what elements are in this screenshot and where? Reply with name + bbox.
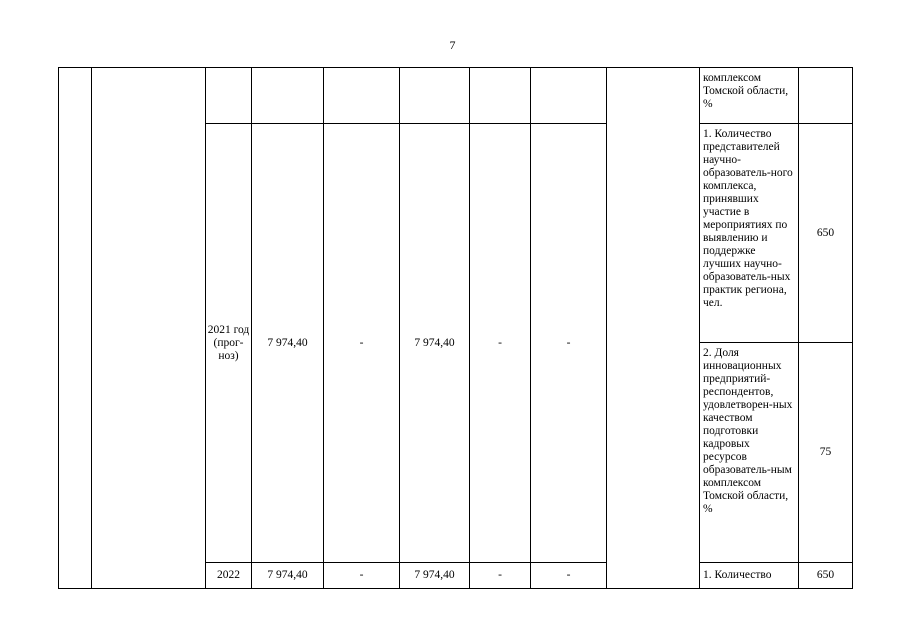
other-sources-cell — [531, 68, 607, 124]
indicator-name-cell: 1. Количество — [700, 563, 799, 589]
indicator-name-cell: комплексом Томской области, % — [700, 68, 799, 124]
total-funding-cell: 7 974,40 — [252, 124, 324, 563]
regional-budget-cell: 7 974,40 — [400, 563, 470, 589]
local-budget-cell: - — [470, 563, 531, 589]
indicator-name-cell: 2. Доля инновационных предприятий-респондентов, удовлетворен-ных качеством подготовки кадровых ресурсов образователь-ным комплексом Томской области, % — [700, 343, 799, 563]
other-sources-cell: - — [531, 124, 607, 563]
federal-budget-cell — [324, 68, 400, 124]
indicator-value-cell: 75 — [799, 343, 853, 563]
federal-budget-cell: - — [324, 124, 400, 563]
executor-cell — [607, 68, 700, 589]
federal-budget-cell: - — [324, 563, 400, 589]
total-funding-cell: 7 974,40 — [252, 563, 324, 589]
local-budget-cell: - — [470, 124, 531, 563]
total-funding-cell — [252, 68, 324, 124]
local-budget-cell — [470, 68, 531, 124]
year-cell — [206, 68, 252, 124]
regional-budget-cell: 7 974,40 — [400, 124, 470, 563]
indicator-value-cell: 650 — [799, 124, 853, 343]
indicator-value-cell: 650 — [799, 563, 853, 589]
regional-budget-cell — [400, 68, 470, 124]
task-name-cell — [92, 68, 206, 589]
year-cell: 2022 — [206, 563, 252, 589]
number-cell — [59, 68, 92, 589]
indicator-name-cell: 1. Количество представителей научно-образователь-ного комплекса, принявших участие в мероприятиях по выявлению и поддержке лучших научно-образователь-ных практик региона, чел. — [700, 124, 799, 343]
year-cell: 2021 год (прог-ноз) — [206, 124, 252, 563]
program-table — [58, 67, 853, 589]
table-row-continuation — [59, 68, 853, 124]
page-number: 7 — [449, 38, 456, 52]
other-sources-cell: - — [531, 563, 607, 589]
indicator-value-cell — [799, 68, 853, 124]
